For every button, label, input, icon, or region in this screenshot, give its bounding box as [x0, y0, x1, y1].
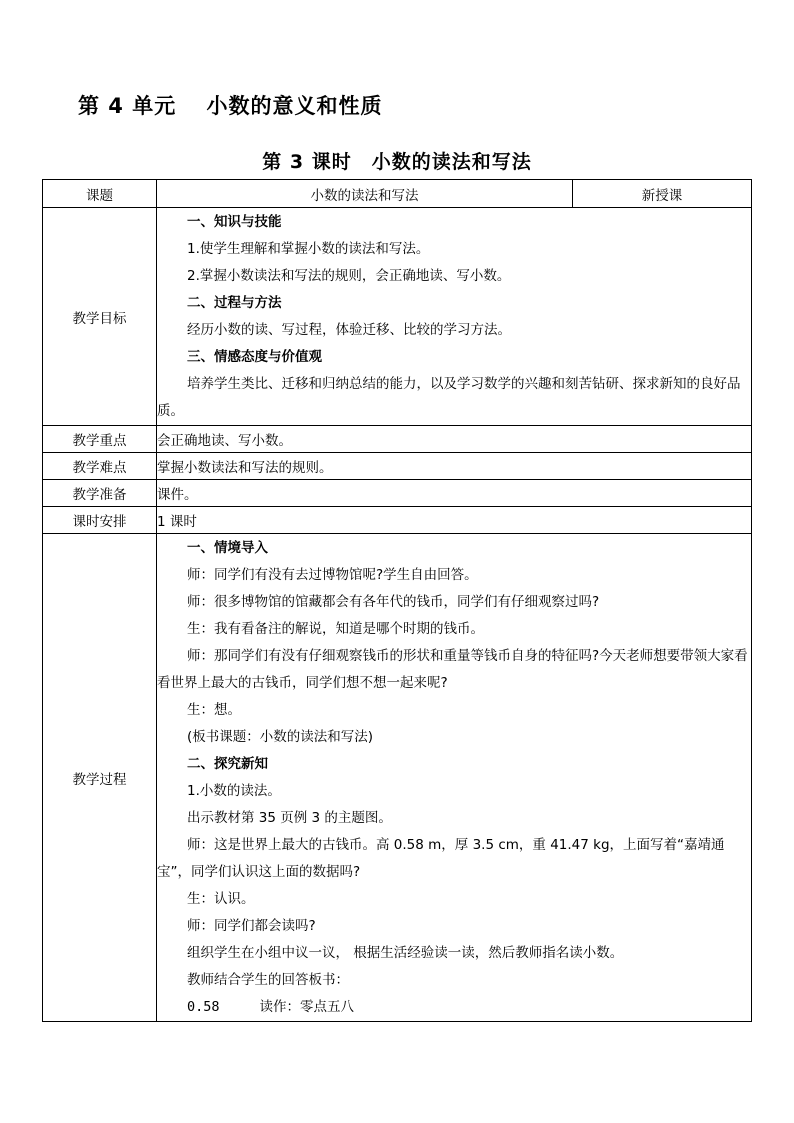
header-row	[43, 180, 752, 208]
process-heading-1: 一、情境导入	[187, 539, 268, 556]
objectives-heading-1: 一、知识与技能	[187, 213, 282, 230]
objectives-line-1: 1.使学生理解和掌握小数的读法和写法。	[187, 240, 430, 257]
key-points-row	[43, 426, 752, 453]
preparation-label: 教学准备	[43, 480, 157, 507]
process-para-7: 1.小数的读法。	[187, 782, 281, 799]
objectives-line-4: 培养学生类比、迁移和归纳总结的能力，以及学习数学的兴趣和刻苦钻研、探求新知的良好品质。	[157, 375, 741, 419]
key-points-value: 会正确地读、写小数。	[157, 426, 752, 453]
schedule-label: 课时安排	[43, 507, 157, 534]
difficulties-label: 教学难点	[43, 453, 157, 480]
process-para-9: 师：这是世界上最大的古钱币。高 0.58 m，厚 3.5 cm，重 41.47 kg，上面写着“嘉靖通宝”，同学们认识这上面的数据吗?	[157, 836, 725, 880]
process-para-12: 组织学生在小组中议一议， 根据生活经验读一读，然后教师指名读小数。	[187, 944, 624, 961]
process-para-2: 师：很多博物馆的馆藏都会有各年代的钱币，同学们有仔细观察过吗?	[187, 593, 600, 610]
process-heading-2: 二、探究新知	[187, 755, 268, 772]
schedule-value: 1 课时	[157, 507, 752, 534]
objectives-label: 教学目标	[43, 208, 157, 426]
topic-value: 小数的读法和写法	[157, 180, 573, 208]
objectives-heading-3: 三、情感态度与价值观	[187, 348, 322, 365]
objectives-row	[43, 208, 752, 426]
process-para-5: 生：想。	[187, 701, 241, 718]
objectives-line-2: 2.掌握小数读法和写法的规则，会正确地读、写小数。	[187, 267, 511, 284]
process-para-1: 师：同学们有没有去过博物馆呢?学生自由回答。	[187, 566, 478, 583]
process-para-13: 教师结合学生的回答板书：	[187, 971, 349, 988]
key-points-label: 教学重点	[43, 426, 157, 453]
decimal-reading: 读作：零点五八	[259, 998, 355, 1015]
process-para-3: 生：我有看备注的解说，知道是哪个时期的钱币。	[187, 620, 484, 637]
objectives-content	[157, 208, 752, 426]
objectives-line-3: 经历小数的读、写过程，体验迁移、比较的学习方法。	[187, 321, 511, 338]
difficulties-row	[43, 453, 752, 480]
topic-label: 课题	[43, 180, 157, 208]
decimal-number: 0.58	[187, 998, 220, 1015]
process-label: 教学过程	[43, 534, 157, 1022]
process-para-6: (板书课题：小数的读法和写法)	[187, 728, 374, 745]
process-row	[43, 534, 752, 1022]
objectives-heading-2: 二、过程与方法	[187, 294, 282, 311]
process-content	[157, 534, 752, 1022]
process-para-11: 师：同学们都会读吗?	[187, 917, 316, 934]
process-para-14	[157, 994, 751, 1021]
lesson-title: 第 3 课时 小数的读法和写法	[262, 151, 532, 173]
lesson-type: 新授课	[573, 180, 752, 208]
process-para-4: 师：那同学们有没有仔细观察钱币的形状和重量等钱币自身的特征吗?今天老师想要带领大家看看世界上最大的古钱币，同学们想不想一起来呢?	[157, 647, 748, 691]
process-para-8: 出示教材第 35 页例 3 的主题图。	[187, 809, 392, 826]
schedule-row	[43, 507, 752, 534]
lesson-plan-table	[42, 179, 752, 1022]
process-para-10: 生：认识。	[187, 890, 255, 907]
unit-title: 第 4 单元 小数的意义和性质	[78, 94, 383, 118]
preparation-row	[43, 480, 752, 507]
preparation-value: 课件。	[157, 480, 752, 507]
difficulties-value: 掌握小数读法和写法的规则。	[157, 453, 752, 480]
